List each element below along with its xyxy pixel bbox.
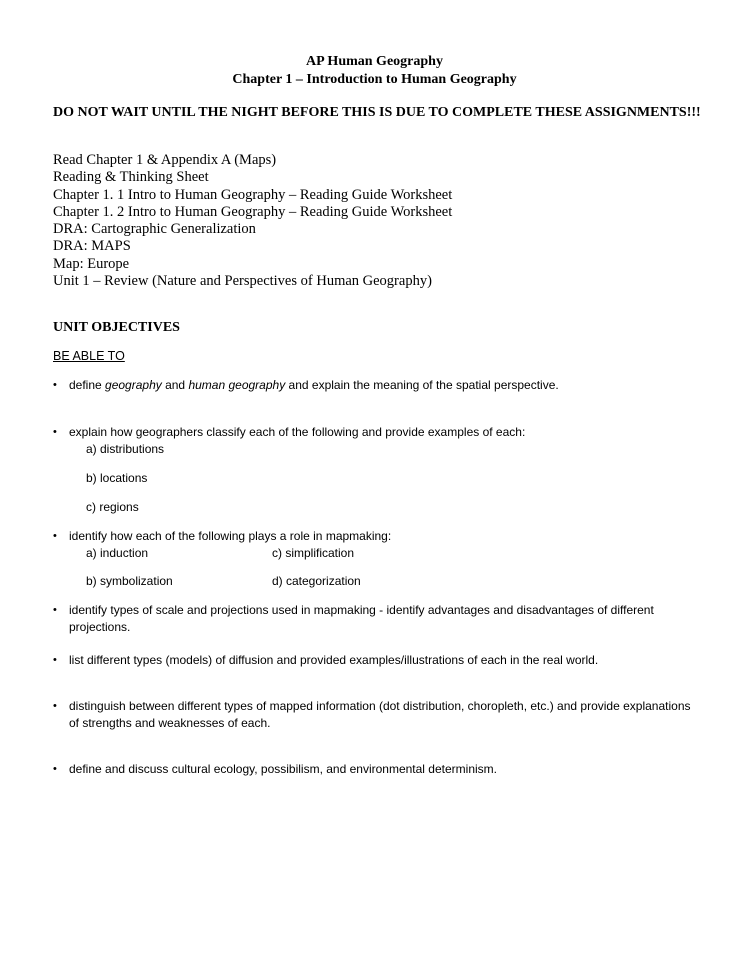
emphasis-term: human geography xyxy=(188,378,286,392)
objective-text: explain how geographers classify each of the following and provide examples of each: xyxy=(69,425,526,439)
sub-item: a) induction xyxy=(86,546,149,560)
chapter-title: Chapter 1 – Introduction to Human Geography xyxy=(232,72,517,87)
objective-text: identify types of scale and projections used in mapmaking - identify advantages and disadvantages of different projections. xyxy=(69,603,654,634)
assignment-item: Reading & Thinking Sheet xyxy=(53,169,209,186)
assignment-item: Chapter 1. 2 Intro to Human Geography – Reading Guide Worksheet xyxy=(53,203,453,220)
sub-item: c) simplification xyxy=(272,546,355,560)
assignment-item: Unit 1 – Review (Nature and Perspectives of Human Geography) xyxy=(53,273,432,290)
objective-item xyxy=(53,424,693,441)
bullet-icon: • xyxy=(53,426,57,438)
sub-item: c) regions xyxy=(86,500,139,514)
assignment-item: DRA: MAPS xyxy=(53,238,131,255)
objective-text: define geography and human geography and explain the meaning of the spatial perspective. xyxy=(69,378,559,392)
objective-item xyxy=(53,761,693,778)
sub-item: d) categorization xyxy=(272,574,361,588)
objective-item xyxy=(53,377,693,394)
assignment-list xyxy=(53,152,452,290)
objective-item xyxy=(53,698,693,732)
bullet-icon: • xyxy=(53,763,57,775)
sub-item: b) locations xyxy=(86,471,148,485)
be-able-to-subheading: BE ABLE TO xyxy=(53,349,125,363)
objective-text: identify how each of the following plays a role in mapmaking: xyxy=(69,529,392,543)
objective-text: distinguish between different types of mapped information (dot distribution, choropleth, etc.) and provide explanations of strengths and weaknesses of each. xyxy=(69,699,691,730)
objective-text: define and discuss cultural ecology, possibilism, and environmental determinism. xyxy=(69,762,497,776)
bullet-icon: • xyxy=(53,604,57,616)
objective-item xyxy=(53,652,693,669)
assignment-item: Chapter 1. 1 Intro to Human Geography – Reading Guide Worksheet xyxy=(53,186,453,203)
objective-item xyxy=(53,602,693,636)
sub-item: a) distributions xyxy=(86,442,165,456)
assignment-item: Read Chapter 1 & Appendix A (Maps) xyxy=(53,152,277,168)
bullet-icon: • xyxy=(53,530,57,542)
bullet-icon: • xyxy=(53,654,57,666)
assignment-item: Map: Europe xyxy=(53,255,130,272)
objective-text: list different types (models) of diffusion and provided examples/illustrations of each in the real world. xyxy=(69,653,599,667)
document-header xyxy=(0,53,749,89)
objective-item xyxy=(53,528,693,545)
objectives-heading: UNIT OBJECTIVES xyxy=(53,320,180,335)
bullet-icon: • xyxy=(53,379,57,391)
assignment-item: DRA: Cartographic Generalization xyxy=(53,221,256,238)
sub-item: b) symbolization xyxy=(86,574,173,588)
bullet-icon: • xyxy=(53,700,57,712)
course-title: AP Human Geography xyxy=(306,54,443,69)
emphasis-term: geography xyxy=(105,378,162,392)
deadline-warning: DO NOT WAIT UNTIL THE NIGHT BEFORE THIS IS DUE TO COMPLETE THESE ASSIGNMENTS!!! xyxy=(53,105,701,120)
